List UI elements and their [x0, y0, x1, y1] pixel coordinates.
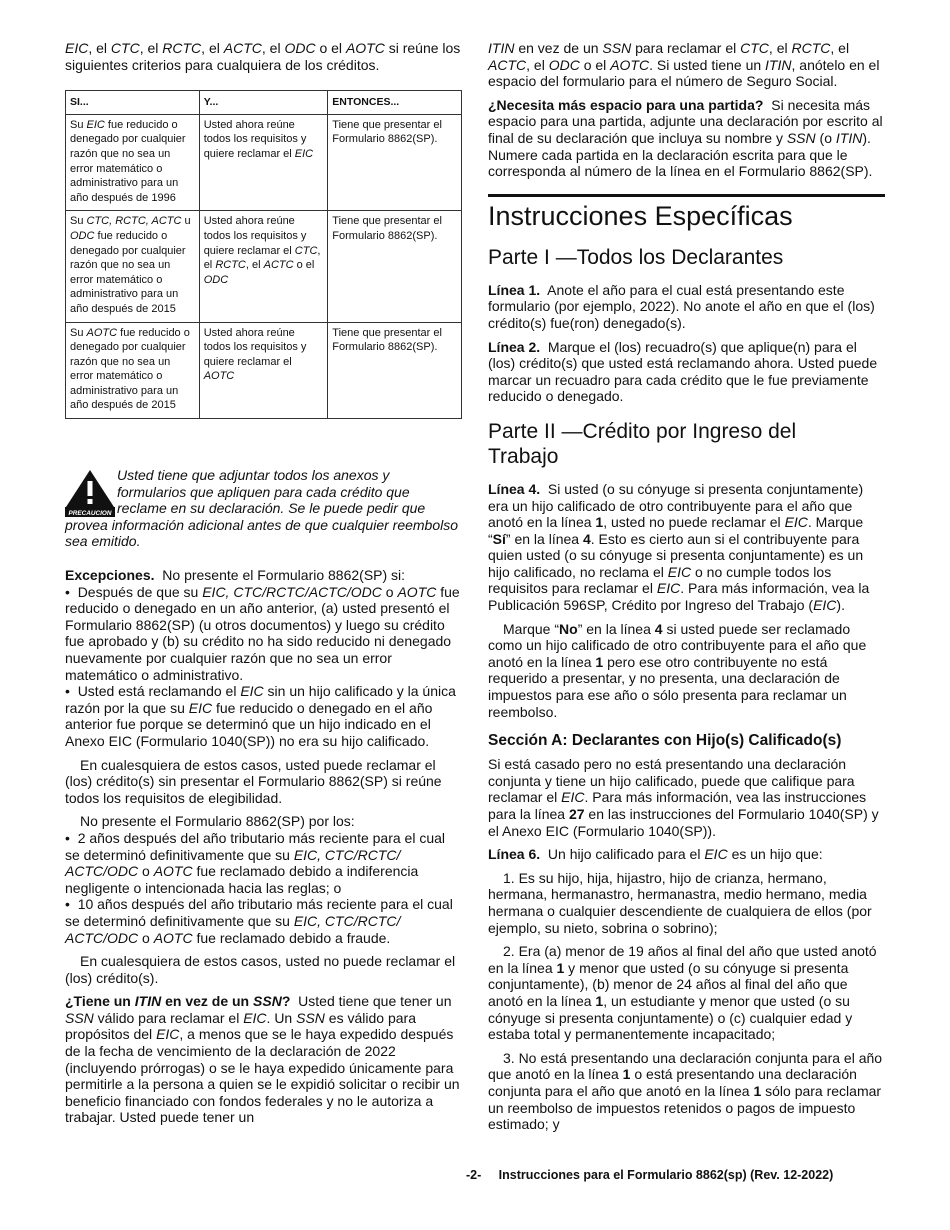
list-item: 1. Es su hijo, hija, hijastro, hijo de crianza, hermano, hermana, hermanastro, hermanastra, medio hermano, media hermana o cualquier descendiente de cualquiera de ellos (por ejemplo, su nieto, sobrina o sobrino); — [488, 869, 872, 936]
table-header-row — [66, 91, 462, 115]
criteria-table — [65, 90, 462, 419]
table-row — [66, 114, 462, 211]
linea4-no-paragraph: Marque “No” en la línea 4 si usted puede ser reclamado como un hijo calificado de otro contribuyente para el año que anotó en la línea 1 pero ese otro contribuyente no está requerido a presentar, y no presenta, una declaración de impuestos para ese año o sólo presenta para reclamar un reembolso. — [488, 620, 867, 720]
caution-text-line: Usted tiene que adjuntar todos los anexos y — [117, 467, 390, 484]
caution-note — [65, 467, 462, 550]
linea2-paragraph: Línea 2. Marque el (los) recuadro(s) que aplique(n) para el (los) crédito(s) que usted está reclamando ahora. Usted puede marcar un recuadro para cada crédito que le fue previamente reducido o denegado. — [488, 338, 878, 405]
page-footer — [466, 1168, 886, 1182]
itin-paragraph: ¿Tiene un ITIN en vez de un SSN? Usted tiene que tener un SSN válido para reclamar el EIC. Un SSN es válido para propósitos del EIC, a menos que se le haya expedido después de la fecha de vencimiento de la declaración de 2022 (incluyendo prórrogas) o se le haya expedido únicamente para permitirle a la persona a quien se le expidió solicitar o recibir un beneficio financiado con fondos federales y no le autoriza a trabajar. Usted puede tener un — [65, 993, 460, 1126]
caution-text-line: reclame en su declaración. Se le puede pedir que — [117, 500, 426, 517]
table-header: SI... — [66, 91, 200, 115]
excepciones-section — [65, 567, 462, 986]
intro-paragraph: EIC, el CTC, el RCTC, el ACTC, el ODC o el AOTC si reúne los siguientes criterios para cualquiera de los créditos. — [65, 40, 461, 73]
excepciones-para: En cualesquiera de estos casos, usted puede reclamar el (los) crédito(s) sin presentar el Formulario 8862(SP) si reúne todos los requisitos de elegibilidad. — [65, 756, 442, 806]
table-cell: Usted ahora reúne todos los requisitos y quiere reclamar el EIC — [199, 114, 328, 211]
excepciones-para: En cualesquiera de estos casos, usted no puede reclamar el (los) crédito(s). — [65, 953, 456, 986]
linea6-paragraph: Línea 6. Un hijo calificado para el EIC es un hijo que: — [488, 846, 823, 863]
table-cell: Su CTC, RCTC, ACTC u ODC fue reducido o denegado por cualquier razón que no sea un error matemático o administrativo para un año después de 2015 — [66, 211, 200, 322]
parte2-heading: Parte II —Crédito por Ingreso del Trabajo — [488, 419, 797, 468]
table-row — [66, 322, 462, 419]
list-item: • 10 años después del año tributario más reciente para el cual se determinó definitivamente que su EIC, CTC/RCTC/ ACTC/ODC o AOTC fue reclamado debido a fraude. — [65, 896, 453, 946]
caution-icon — [65, 469, 115, 517]
table-row — [66, 211, 462, 322]
table-cell: Usted ahora reúne todos los requisitos y quiere reclamar el AOTC — [199, 322, 328, 419]
table-cell: Su EIC fue reducido o denegado por cualquier razón que no sea un error matemático o administrativo para un año después de 1996 — [66, 114, 200, 211]
caution-icon-label: PRECAUCION — [68, 509, 112, 517]
caution-text-rest: provea información adicional antes de que cualquier reembolso sea emitido. — [65, 516, 459, 550]
linea4-paragraph: Línea 4. Si usted (o su cónyuge si presenta conjuntamente) era un hijo calificado de otro contribuyente para el año que anotó en la línea 1, usted no puede reclamar el EIC. Marque “Sí” en la línea 4. Esto es cierto aun si el contribuyente para quien usted (o su cónyuge si presenta conjuntamente) es un hijo calificado, no reclama el EIC o no cumple todos los requisitos para reclamar el EIC. Para más información, vea la Publicación 596SP, Crédito por Ingreso del Trabajo (EIC). — [488, 480, 870, 614]
footer-title: Instrucciones para el Formulario 8862(sp) (Rev. 12-2022) — [498, 1168, 834, 1182]
list-item: • Usted está reclamando el EIC sin un hijo calificado y la única razón por la que su EIC fue reducido o denegado en el año anterior fue porque se determinó que un hijo indicado en el Anexo EIC (Formulario 1040(SP)) no era su hijo calificado. — [65, 683, 456, 749]
table-header: ENTONCES... — [328, 91, 462, 115]
parte1-heading: Parte I —Todos los Declarantes — [488, 245, 784, 269]
seccion-a-heading: Sección A: Declarantes con Hijo(s) Calificado(s) — [488, 732, 842, 750]
excepciones-lead: Excepciones. No presente el Formulario 8862(SP) si: — [65, 567, 406, 584]
itin-continued: ITIN en vez de un SSN para reclamar el CTC, el RCTC, el ACTC, el ODC o el AOTC. Si usted tiene un ITIN, anótelo en el espacio del formulario para el número de Seguro Social. — [488, 40, 880, 90]
table-cell: Tiene que presentar el Formulario 8862(SP). — [328, 114, 462, 211]
left-column — [65, 40, 462, 1133]
list-item: • 2 años después del año tributario más reciente para el cual se determinó definitivamente que su EIC, CTC/RCTC/ ACTC/ODC o AOTC fue reclamado debido a indiferencia negligente o intencionada hacia las reglas; o — [65, 829, 446, 896]
table-cell: Tiene que presentar el Formulario 8862(SP). — [328, 211, 462, 322]
excepciones-para: No presente el Formulario 8862(SP) por los: — [80, 813, 355, 830]
seccion-a-intro: Si está casado pero no está presentando una declaración conjunta y tiene un hijo calificado, puede que califique para reclamar el EIC. Para más información, vea las instrucciones para la línea 27 en las instrucciones del Formulario 1040(SP) y el Anexo EIC (Formulario 1040(SP)). — [488, 756, 879, 839]
more-space-paragraph: ¿Necesita más espacio para una partida? Si necesita más espacio para una partida, adjunte una declaración por escrito al final de su declaración que incluya su nombre y SSN (o ITIN). Numere cada partida en la declaración escrita para que le corresponda al número de la línea en el Formulario 8862(SP). — [488, 96, 883, 180]
table-header: Y... — [199, 91, 328, 115]
caution-text-line: formularios que apliquen para cada crédito que — [117, 483, 410, 500]
table-cell: Su AOTC fue reducido o denegado por cualquier razón que no sea un error matemático o administrativo para un año después de 2015 — [66, 322, 200, 419]
linea1-paragraph: Línea 1. Anote el año para el cual está presentando este formulario (por ejemplo, 2022). No anote el año en que el (los) crédito(s) fue(ron) denegado(s). — [488, 281, 875, 331]
list-item: 3. No está presentando una declaración conjunta para el año que anotó en la línea 1 o está presentando una declaración conjunta para el año que anotó en la línea 1 sólo para reclamar un reembolso de impuestos retenidos o pagos de impuesto estimado; y — [488, 1049, 883, 1133]
right-column — [488, 40, 885, 1140]
table-cell: Usted ahora reúne todos los requisitos y quiere reclamar el CTC, el RCTC, el ACTC o el ODC — [199, 211, 328, 322]
table-cell: Tiene que presentar el Formulario 8862(SP). — [328, 322, 462, 419]
section-divider — [488, 194, 885, 197]
list-item: • Después de que su EIC, CTC/RCTC/ACTC/ODC o AOTC fue reducido o denegado en un año anterior, (a) usted presentó el Formulario 8862(SP) (u otros documentos) y luego su crédito fue aprobado y (b) su crédito no ha sido reducido ni denegado nuevamente por cualquier razón que no sea un error matemático o administrativo. — [65, 583, 460, 683]
page-title: Instrucciones Específicas — [488, 200, 793, 231]
list-item: 2. Era (a) menor de 19 años al final del año que usted anotó en la línea 1 y menor que usted (o su cónyuge si presenta conjuntamente), (b) menor de 24 años al final del año que anotó en la línea 1, un estudiante y menor que usted (o su cónyuge si presenta conjuntamente) o (c) cualquier edad y estaba total y permanentemente incapacitado; — [488, 943, 877, 1043]
page-number: -2- — [466, 1168, 482, 1182]
